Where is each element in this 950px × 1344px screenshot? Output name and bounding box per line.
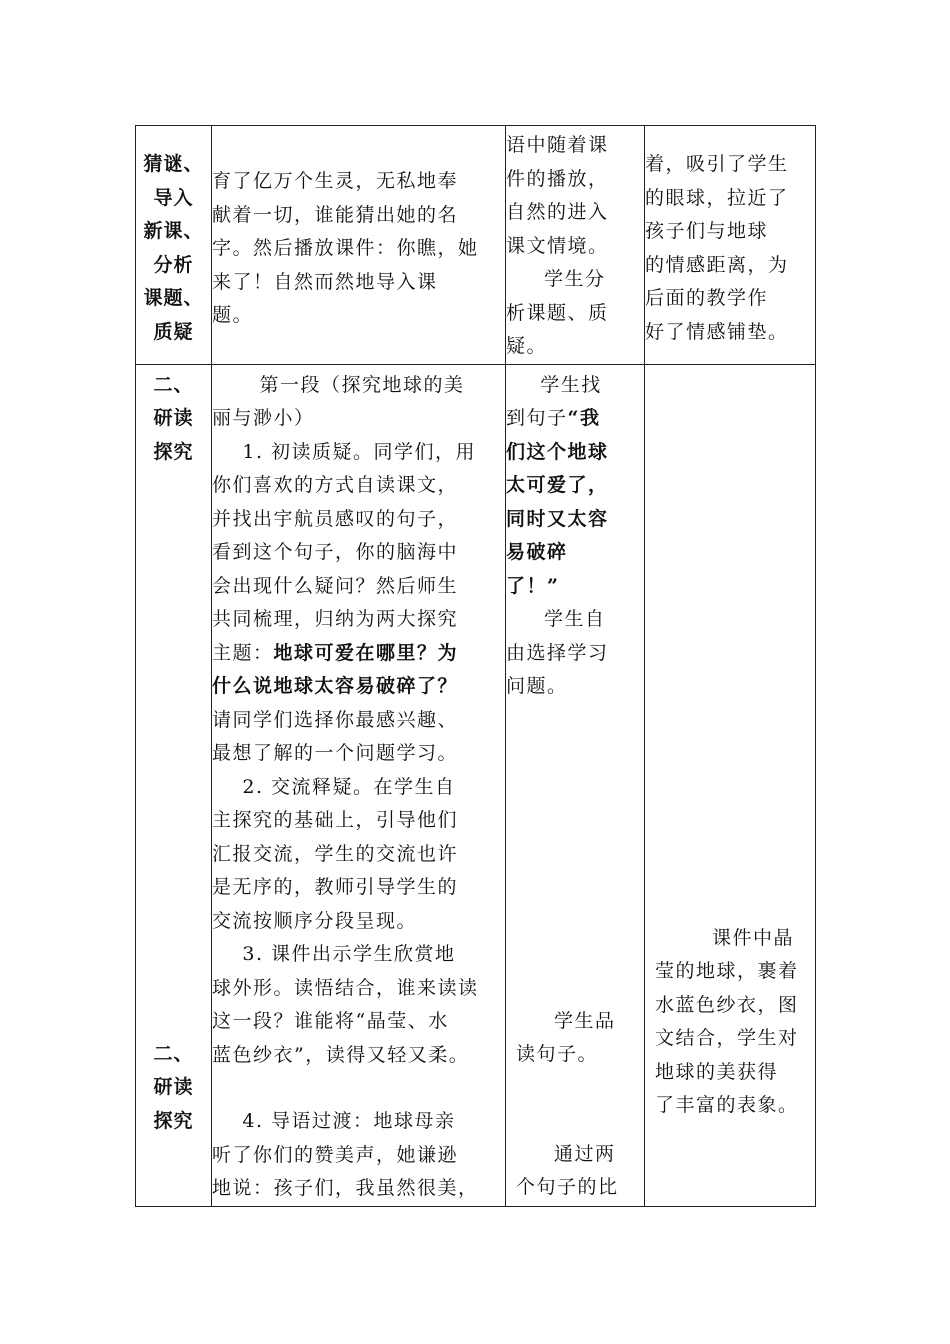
teacher-activity-cell: [212, 364, 506, 1206]
text-line: 汇报交流，学生的交流也许: [212, 842, 459, 865]
text-line: 蓝色纱衣”，读得又轻又柔。: [212, 1043, 470, 1066]
text-line: 的情感距离，为: [645, 253, 789, 276]
text-line: 球外形。读悟结合，谁来读读: [212, 976, 479, 999]
text-line: 最想了解的一个问题学习。: [212, 742, 459, 764]
text-line: 课文情境。: [506, 234, 609, 257]
stage-line: 新课、: [143, 220, 204, 242]
text-line: 地说：孩子们，我虽然很美，: [212, 1177, 479, 1199]
section-title: 第一段（探究地球的美: [259, 373, 465, 396]
student-activity-cell: [506, 126, 645, 365]
stage-line: 探究: [153, 440, 194, 463]
text-line: 地球的美获得: [655, 1060, 779, 1083]
text-line: 献着一切，谁能猜出她的名: [212, 203, 459, 226]
stage-line: 研读: [153, 1076, 194, 1098]
text-line: 听了你们的赞美声，她谦逊: [212, 1143, 459, 1166]
text-line: 由选择学习: [506, 641, 609, 664]
text-line: 文结合，学生对: [655, 1027, 799, 1049]
lesson-plan-table: [135, 125, 816, 1207]
text-line: [212, 637, 505, 671]
text-line: 你们喜欢的方式自读课文，: [212, 474, 459, 496]
text-line: 学生找: [540, 373, 602, 396]
text-line: 学生分: [544, 268, 606, 290]
quote-text: “我: [567, 407, 601, 429]
text-line: 4. 导语过渡：地球母亲: [242, 1110, 456, 1132]
text-line: 学生品: [554, 1009, 616, 1032]
table-row: [136, 364, 816, 1206]
text-line: 问题。: [506, 675, 568, 697]
text-line: 个句子的比: [516, 1176, 619, 1198]
text-line: 自然的进入: [506, 201, 609, 223]
text-line: 后面的教学作: [645, 287, 769, 309]
text-line: 看到这个句子，你的脑海中: [212, 541, 459, 563]
text-line: 通过两: [554, 1142, 616, 1165]
quote-text: 太可爱了，: [506, 474, 609, 496]
text-line: 并找出宇航员感叹的句子，: [212, 507, 459, 530]
text-line: 的眼球，拉近了: [645, 186, 789, 209]
text-line: [506, 402, 644, 436]
text-line: 课件中晶: [712, 926, 795, 949]
text-line: 语中随着课: [506, 134, 609, 156]
text-line: 学生自: [544, 608, 606, 630]
text-line: 水蓝色纱衣，图: [655, 993, 799, 1016]
text-line: 这一段？谁能将“晶莹、水: [212, 1010, 449, 1032]
text-line: 题。: [212, 304, 254, 326]
text-line: 主探究的基础上，引导他们: [212, 809, 459, 831]
text-line: 析课题、质: [506, 301, 609, 324]
quote-text: 同时又太容: [506, 507, 609, 530]
topic-prefix: 主题：: [212, 641, 274, 664]
text-line: 2. 交流释疑。在学生自: [242, 775, 456, 798]
text-line: 读句子。: [516, 1043, 599, 1065]
text-line: 好了情感铺垫。: [645, 320, 789, 343]
text-line: 3. 课件出示学生欣赏地: [242, 943, 456, 965]
text-line: 莹的地球，裹着: [655, 960, 799, 982]
stage-line: 导入: [153, 186, 194, 209]
stage-line: 质疑: [153, 320, 194, 343]
stage-cell: [136, 126, 212, 365]
stage-line: 二、: [153, 1042, 194, 1065]
design-intent-cell: [645, 126, 816, 365]
stage-line: 猜谜、: [143, 153, 204, 175]
stage-line: 课题、: [143, 287, 204, 309]
quote-text: 们这个地球: [506, 440, 609, 463]
topic-question: 地球可爱在哪里？为: [273, 641, 459, 664]
design-intent-cell: [645, 364, 816, 1206]
text-line: 着，吸引了学生: [645, 153, 789, 175]
text-line: 是无序的，教师引导学生的: [212, 876, 459, 898]
section-title: 丽与渺小）: [212, 407, 315, 429]
stage-line: 研读: [153, 407, 194, 429]
text-line: 来了！自然而然地导入课: [212, 270, 438, 293]
quote-text: 易破碎: [506, 541, 568, 563]
stage-line: 分析: [153, 253, 194, 276]
stage-line: 二、: [153, 373, 194, 396]
text-line: 请同学们选择你最感兴趣、: [212, 708, 459, 731]
text-line: 会出现什么疑问？然后师生: [212, 574, 459, 597]
text-line: 共同梳理，归纳为两大探究: [212, 608, 459, 630]
teacher-activity-cell: [212, 126, 506, 365]
text-line: 育了亿万个生灵，无私地奉: [212, 170, 459, 192]
text-line: 交流按顺序分段呈现。: [212, 909, 418, 932]
text-line: 孩子们与地球: [645, 220, 769, 242]
student-activity-cell: [506, 364, 645, 1206]
stage-line: 探究: [153, 1109, 194, 1132]
topic-question: 什么说地球太容易破碎了？: [212, 675, 459, 697]
text-line: 件的播放，: [506, 167, 609, 190]
text-line: 了丰富的表象。: [655, 1094, 799, 1116]
stage-cell: [136, 364, 212, 1206]
text-line: 疑。: [506, 335, 548, 357]
quote-text: 了！”: [506, 574, 560, 597]
text-span: 到句子: [506, 407, 568, 429]
text-line: 字。然后播放课件：你瞧，她: [212, 237, 479, 259]
text-line: 1. 初读质疑。同学们，用: [242, 440, 477, 463]
table-row: [136, 126, 816, 365]
